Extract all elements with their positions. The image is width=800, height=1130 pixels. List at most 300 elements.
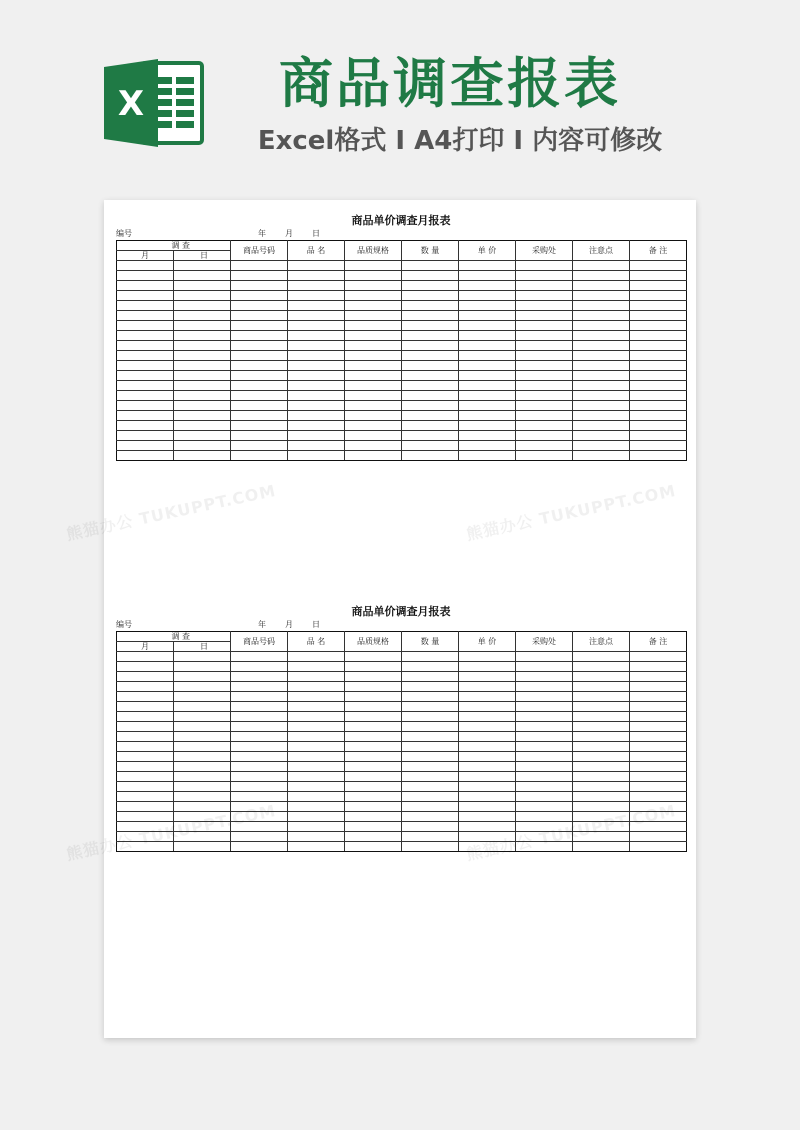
table-cell[interactable] [174, 712, 231, 722]
table-cell[interactable] [174, 692, 231, 702]
table-cell[interactable] [630, 401, 687, 411]
table-cell[interactable] [630, 271, 687, 281]
table-cell[interactable] [516, 401, 573, 411]
table-cell[interactable] [117, 762, 174, 772]
table-cell[interactable] [402, 762, 459, 772]
table-cell[interactable] [630, 722, 687, 732]
table-cell[interactable] [459, 271, 516, 281]
table-cell[interactable] [516, 441, 573, 451]
table-cell[interactable] [117, 451, 174, 461]
table-cell[interactable] [516, 381, 573, 391]
table-cell[interactable] [117, 271, 174, 281]
table-cell[interactable] [573, 762, 630, 772]
table-cell[interactable] [174, 451, 231, 461]
table-cell[interactable] [516, 341, 573, 351]
table-cell[interactable] [630, 261, 687, 271]
table-cell[interactable] [516, 411, 573, 421]
table-cell[interactable] [345, 431, 402, 441]
table-cell[interactable] [402, 351, 459, 361]
table-cell[interactable] [516, 321, 573, 331]
table-cell[interactable] [345, 281, 402, 291]
table-cell[interactable] [345, 311, 402, 321]
table-cell[interactable] [516, 732, 573, 742]
table-cell[interactable] [345, 421, 402, 431]
table-cell[interactable] [345, 261, 402, 271]
table-cell[interactable] [288, 361, 345, 371]
table-cell[interactable] [117, 712, 174, 722]
table-cell[interactable] [459, 291, 516, 301]
table-cell[interactable] [402, 301, 459, 311]
table-cell[interactable] [459, 431, 516, 441]
table-cell[interactable] [117, 311, 174, 321]
table-cell[interactable] [174, 271, 231, 281]
table-cell[interactable] [459, 421, 516, 431]
table-cell[interactable] [345, 752, 402, 762]
table-cell[interactable] [117, 331, 174, 341]
table-cell[interactable] [459, 762, 516, 772]
table-cell[interactable] [174, 401, 231, 411]
table-cell[interactable] [174, 772, 231, 782]
table-cell[interactable] [231, 391, 288, 401]
table-cell[interactable] [402, 421, 459, 431]
table-cell[interactable] [231, 301, 288, 311]
table-cell[interactable] [573, 652, 630, 662]
table-cell[interactable] [516, 722, 573, 732]
table-cell[interactable] [630, 772, 687, 782]
table-cell[interactable] [117, 702, 174, 712]
table-cell[interactable] [288, 792, 345, 802]
table-cell[interactable] [345, 291, 402, 301]
table-cell[interactable] [288, 702, 345, 712]
table-cell[interactable] [573, 411, 630, 421]
table-cell[interactable] [117, 431, 174, 441]
table-cell[interactable] [288, 301, 345, 311]
table-cell[interactable] [516, 331, 573, 341]
table-cell[interactable] [288, 682, 345, 692]
table-cell[interactable] [174, 421, 231, 431]
table-cell[interactable] [174, 662, 231, 672]
table-cell[interactable] [573, 401, 630, 411]
table-cell[interactable] [459, 341, 516, 351]
table-cell[interactable] [402, 321, 459, 331]
table-cell[interactable] [573, 682, 630, 692]
table-cell[interactable] [288, 411, 345, 421]
table-cell[interactable] [117, 672, 174, 682]
table-cell[interactable] [630, 712, 687, 722]
table-cell[interactable] [174, 321, 231, 331]
table-cell[interactable] [174, 752, 231, 762]
table-cell[interactable] [459, 331, 516, 341]
table-cell[interactable] [516, 792, 573, 802]
table-cell[interactable] [288, 672, 345, 682]
table-cell[interactable] [402, 652, 459, 662]
table-cell[interactable] [288, 722, 345, 732]
table-cell[interactable] [231, 672, 288, 682]
table-cell[interactable] [402, 411, 459, 421]
table-cell[interactable] [630, 391, 687, 401]
table-cell[interactable] [402, 271, 459, 281]
table-cell[interactable] [117, 802, 174, 812]
table-cell[interactable] [117, 301, 174, 311]
table-cell[interactable] [231, 281, 288, 291]
table-cell[interactable] [288, 311, 345, 321]
table-cell[interactable] [345, 441, 402, 451]
table-cell[interactable] [402, 371, 459, 381]
table-cell[interactable] [231, 311, 288, 321]
table-cell[interactable] [288, 281, 345, 291]
table-cell[interactable] [459, 722, 516, 732]
table-cell[interactable] [117, 692, 174, 702]
table-cell[interactable] [288, 431, 345, 441]
table-cell[interactable] [117, 281, 174, 291]
table-cell[interactable] [630, 381, 687, 391]
table-cell[interactable] [117, 391, 174, 401]
table-cell[interactable] [402, 672, 459, 682]
table-cell[interactable] [516, 672, 573, 682]
table-cell[interactable] [402, 431, 459, 441]
table-cell[interactable] [117, 261, 174, 271]
table-cell[interactable] [174, 441, 231, 451]
table-cell[interactable] [345, 301, 402, 311]
table-cell[interactable] [174, 672, 231, 682]
table-cell[interactable] [231, 702, 288, 712]
table-cell[interactable] [231, 401, 288, 411]
table-cell[interactable] [459, 692, 516, 702]
table-cell[interactable] [174, 702, 231, 712]
table-cell[interactable] [459, 712, 516, 722]
table-cell[interactable] [459, 652, 516, 662]
table-cell[interactable] [459, 752, 516, 762]
table-cell[interactable] [174, 682, 231, 692]
table-cell[interactable] [288, 742, 345, 752]
table-cell[interactable] [459, 802, 516, 812]
table-cell[interactable] [402, 772, 459, 782]
table-cell[interactable] [345, 792, 402, 802]
table-cell[interactable] [573, 782, 630, 792]
table-cell[interactable] [117, 371, 174, 381]
table-cell[interactable] [630, 311, 687, 321]
table-cell[interactable] [117, 742, 174, 752]
table-cell[interactable] [117, 341, 174, 351]
table-cell[interactable] [174, 652, 231, 662]
table-cell[interactable] [231, 441, 288, 451]
table-cell[interactable] [630, 331, 687, 341]
table-cell[interactable] [459, 812, 516, 822]
table-cell[interactable] [231, 752, 288, 762]
table-cell[interactable] [516, 451, 573, 461]
table-cell[interactable] [231, 291, 288, 301]
table-cell[interactable] [630, 351, 687, 361]
table-cell[interactable] [630, 431, 687, 441]
table-cell[interactable] [174, 732, 231, 742]
table-cell[interactable] [174, 391, 231, 401]
table-cell[interactable] [345, 371, 402, 381]
table-cell[interactable] [288, 832, 345, 842]
table-cell[interactable] [630, 682, 687, 692]
table-cell[interactable] [402, 702, 459, 712]
table-cell[interactable] [231, 652, 288, 662]
table-cell[interactable] [231, 331, 288, 341]
table-cell[interactable] [630, 451, 687, 461]
table-cell[interactable] [288, 321, 345, 331]
table-cell[interactable] [516, 371, 573, 381]
table-cell[interactable] [459, 401, 516, 411]
table-cell[interactable] [288, 381, 345, 391]
table-cell[interactable] [402, 752, 459, 762]
table-cell[interactable] [402, 361, 459, 371]
table-cell[interactable] [516, 712, 573, 722]
table-cell[interactable] [630, 692, 687, 702]
table-cell[interactable] [516, 421, 573, 431]
table-cell[interactable] [630, 752, 687, 762]
table-cell[interactable] [288, 652, 345, 662]
table-cell[interactable] [459, 351, 516, 361]
table-cell[interactable] [573, 742, 630, 752]
table-cell[interactable] [345, 401, 402, 411]
table-cell[interactable] [117, 421, 174, 431]
table-cell[interactable] [231, 261, 288, 271]
table-cell[interactable] [345, 321, 402, 331]
table-cell[interactable] [459, 321, 516, 331]
table-cell[interactable] [573, 321, 630, 331]
table-cell[interactable] [174, 361, 231, 371]
table-cell[interactable] [573, 732, 630, 742]
table-cell[interactable] [117, 722, 174, 732]
table-cell[interactable] [231, 832, 288, 842]
table-cell[interactable] [345, 341, 402, 351]
table-cell[interactable] [516, 682, 573, 692]
table-cell[interactable] [402, 822, 459, 832]
table-cell[interactable] [402, 732, 459, 742]
table-cell[interactable] [402, 401, 459, 411]
table-cell[interactable] [231, 381, 288, 391]
table-cell[interactable] [174, 782, 231, 792]
table-cell[interactable] [516, 772, 573, 782]
table-cell[interactable] [174, 371, 231, 381]
table-cell[interactable] [117, 381, 174, 391]
table-cell[interactable] [402, 812, 459, 822]
table-cell[interactable] [402, 311, 459, 321]
table-cell[interactable] [402, 692, 459, 702]
table-cell[interactable] [231, 371, 288, 381]
table-cell[interactable] [231, 712, 288, 722]
table-cell[interactable] [402, 451, 459, 461]
table-cell[interactable] [573, 441, 630, 451]
table-cell[interactable] [573, 271, 630, 281]
table-cell[interactable] [402, 792, 459, 802]
table-cell[interactable] [345, 682, 402, 692]
table-cell[interactable] [516, 662, 573, 672]
table-cell[interactable] [573, 722, 630, 732]
table-cell[interactable] [630, 762, 687, 772]
table-cell[interactable] [459, 261, 516, 271]
table-cell[interactable] [402, 341, 459, 351]
table-cell[interactable] [402, 662, 459, 672]
table-cell[interactable] [630, 321, 687, 331]
table-cell[interactable] [117, 321, 174, 331]
table-cell[interactable] [345, 702, 402, 712]
table-cell[interactable] [402, 441, 459, 451]
table-cell[interactable] [288, 341, 345, 351]
table-cell[interactable] [516, 692, 573, 702]
table-cell[interactable] [573, 371, 630, 381]
table-cell[interactable] [459, 672, 516, 682]
table-cell[interactable] [345, 391, 402, 401]
table-cell[interactable] [231, 351, 288, 361]
table-cell[interactable] [630, 441, 687, 451]
table-cell[interactable] [288, 842, 345, 852]
table-cell[interactable] [117, 652, 174, 662]
table-cell[interactable] [573, 331, 630, 341]
table-cell[interactable] [459, 702, 516, 712]
table-cell[interactable] [231, 722, 288, 732]
table-cell[interactable] [288, 331, 345, 341]
table-cell[interactable] [573, 341, 630, 351]
table-cell[interactable] [573, 712, 630, 722]
table-cell[interactable] [345, 812, 402, 822]
table-cell[interactable] [573, 672, 630, 682]
table-cell[interactable] [459, 772, 516, 782]
table-cell[interactable] [288, 441, 345, 451]
table-cell[interactable] [174, 301, 231, 311]
table-cell[interactable] [288, 732, 345, 742]
table-cell[interactable] [174, 331, 231, 341]
table-cell[interactable] [345, 782, 402, 792]
table-cell[interactable] [402, 291, 459, 301]
table-cell[interactable] [516, 361, 573, 371]
table-cell[interactable] [117, 291, 174, 301]
table-cell[interactable] [516, 351, 573, 361]
table-cell[interactable] [174, 311, 231, 321]
table-cell[interactable] [174, 722, 231, 732]
table-cell[interactable] [516, 802, 573, 812]
table-cell[interactable] [288, 391, 345, 401]
table-cell[interactable] [459, 822, 516, 832]
table-cell[interactable] [402, 782, 459, 792]
table-cell[interactable] [174, 411, 231, 421]
table-cell[interactable] [516, 742, 573, 752]
table-cell[interactable] [288, 822, 345, 832]
table-cell[interactable] [402, 842, 459, 852]
table-cell[interactable] [516, 391, 573, 401]
table-cell[interactable] [174, 842, 231, 852]
table-cell[interactable] [402, 261, 459, 271]
table-cell[interactable] [231, 321, 288, 331]
table-cell[interactable] [117, 662, 174, 672]
table-cell[interactable] [231, 421, 288, 431]
table-cell[interactable] [573, 792, 630, 802]
table-cell[interactable] [573, 752, 630, 762]
table-cell[interactable] [573, 391, 630, 401]
table-cell[interactable] [516, 762, 573, 772]
table-cell[interactable] [345, 672, 402, 682]
table-cell[interactable] [630, 301, 687, 311]
table-cell[interactable] [573, 692, 630, 702]
table-cell[interactable] [345, 722, 402, 732]
table-cell[interactable] [630, 742, 687, 752]
table-cell[interactable] [288, 782, 345, 792]
table-cell[interactable] [459, 311, 516, 321]
table-cell[interactable] [516, 291, 573, 301]
table-cell[interactable] [288, 662, 345, 672]
table-cell[interactable] [573, 311, 630, 321]
table-cell[interactable] [402, 682, 459, 692]
table-cell[interactable] [231, 742, 288, 752]
table-cell[interactable] [573, 702, 630, 712]
table-cell[interactable] [174, 792, 231, 802]
table-cell[interactable] [630, 662, 687, 672]
table-cell[interactable] [288, 401, 345, 411]
table-cell[interactable] [345, 742, 402, 752]
table-cell[interactable] [573, 361, 630, 371]
table-cell[interactable] [573, 662, 630, 672]
table-cell[interactable] [516, 702, 573, 712]
table-cell[interactable] [117, 682, 174, 692]
table-cell[interactable] [402, 381, 459, 391]
table-cell[interactable] [345, 652, 402, 662]
table-cell[interactable] [345, 842, 402, 852]
table-cell[interactable] [231, 271, 288, 281]
table-cell[interactable] [630, 652, 687, 662]
table-cell[interactable] [516, 652, 573, 662]
table-cell[interactable] [459, 792, 516, 802]
table-cell[interactable] [459, 451, 516, 461]
table-cell[interactable] [288, 712, 345, 722]
table-cell[interactable] [174, 291, 231, 301]
table-cell[interactable] [402, 742, 459, 752]
table-cell[interactable] [402, 712, 459, 722]
table-cell[interactable] [573, 291, 630, 301]
table-cell[interactable] [174, 742, 231, 752]
table-cell[interactable] [345, 822, 402, 832]
table-cell[interactable] [630, 421, 687, 431]
table-cell[interactable] [174, 261, 231, 271]
table-cell[interactable] [288, 762, 345, 772]
table-cell[interactable] [459, 361, 516, 371]
table-cell[interactable] [459, 732, 516, 742]
table-cell[interactable] [630, 782, 687, 792]
table-cell[interactable] [573, 421, 630, 431]
table-cell[interactable] [117, 351, 174, 361]
table-cell[interactable] [345, 692, 402, 702]
table-cell[interactable] [573, 431, 630, 441]
table-cell[interactable] [402, 391, 459, 401]
table-cell[interactable] [630, 361, 687, 371]
table-cell[interactable] [459, 441, 516, 451]
table-cell[interactable] [345, 712, 402, 722]
table-cell[interactable] [630, 281, 687, 291]
table-cell[interactable] [516, 261, 573, 271]
table-cell[interactable] [174, 341, 231, 351]
table-cell[interactable] [459, 381, 516, 391]
table-cell[interactable] [516, 431, 573, 441]
table-cell[interactable] [231, 732, 288, 742]
table-cell[interactable] [516, 271, 573, 281]
table-cell[interactable] [231, 772, 288, 782]
table-cell[interactable] [117, 732, 174, 742]
table-cell[interactable] [630, 702, 687, 712]
table-cell[interactable] [516, 301, 573, 311]
table-cell[interactable] [402, 722, 459, 732]
table-cell[interactable] [573, 261, 630, 271]
table-cell[interactable] [630, 291, 687, 301]
table-cell[interactable] [288, 291, 345, 301]
table-cell[interactable] [288, 812, 345, 822]
table-cell[interactable] [345, 411, 402, 421]
table-cell[interactable] [573, 351, 630, 361]
table-cell[interactable] [345, 361, 402, 371]
table-cell[interactable] [516, 311, 573, 321]
